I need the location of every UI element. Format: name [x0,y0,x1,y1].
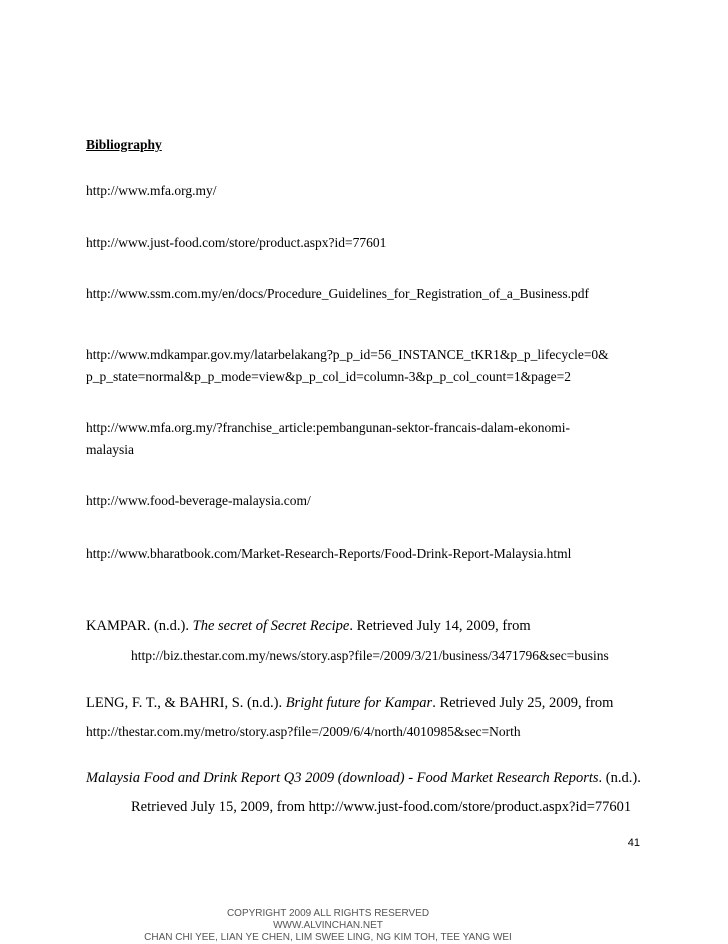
bibliography-url: http://www.just-food.com/store/product.aspx?id=77601 [86,235,387,250]
reference-author: LENG, F. T., & BAHRI, S. (n.d.). [86,695,286,711]
bibliography-url: http://www.food-beverage-malaysia.com/ [86,493,311,508]
bibliography-url: http://www.mfa.org.my/ [86,183,217,198]
reference-url: http://biz.thestar.com.my/news/story.asp?file=/2009/3/21/business/3471796&sec=busins [131,648,609,663]
bibliography-url: http://www.ssm.com.my/en/docs/Procedure_Guidelines_for_Registration_of_a_Business.pdf [86,286,590,301]
footer-website: WWW.ALVINCHAN.NET [273,920,383,931]
bibliography-url: http://www.bharatbook.com/Market-Research-Reports/Food-Drink-Report-Malaysia.html [86,546,572,561]
page-number: 41 [627,837,640,849]
reference-author: KAMPAR. (n.d.). [86,618,193,634]
reference-malaysia-report [86,769,641,787]
footer-authors: CHAN CHI YEE, LIAN YE CHEN, LIM SWEE LING, NG KIM TOH, TEE YANG WEI [144,932,512,943]
bibliography-url-continued: malaysia [86,442,134,457]
bibliography-url-continued: p_p_state=normal&p_p_mode=view&p_p_col_id=column-3&p_p_col_count=1&page=2 [86,369,571,384]
reference-retrieved: . Retrieved July 25, 2009, from [432,695,614,711]
reference-retrieved: . Retrieved July 14, 2009, from [349,618,531,634]
bibliography-url: http://www.mfa.org.my/?franchise_article:pembangunan-sektor-francais-dalam-ekonomi- [86,420,571,435]
reference-title: Malaysia Food and Drink Report Q3 2009 (download) - Food Market Research Reports [86,770,599,786]
reference-kampar [86,617,531,635]
reference-title: The secret of Secret Recipe [192,618,350,634]
reference-retrieved: Retrieved July 15, 2009, from http://www.just-food.com/store/product.aspx?id=77601 [131,799,632,815]
bibliography-heading: Bibliography [86,137,162,152]
reference-leng [86,694,613,712]
bibliography-url: http://www.mdkampar.gov.my/latarbelakang?p_p_id=56_INSTANCE_tKR1&p_p_lifecycle=0& [86,347,609,362]
reference-suffix: . (n.d.). [598,770,641,786]
reference-url: http://thestar.com.my/metro/story.asp?file=/2009/6/4/north/4010985&sec=North [86,724,521,739]
reference-title: Bright future for Kampar [285,695,433,711]
footer-copyright: COPYRIGHT 2009 ALL RIGHTS RESERVED [226,908,430,919]
